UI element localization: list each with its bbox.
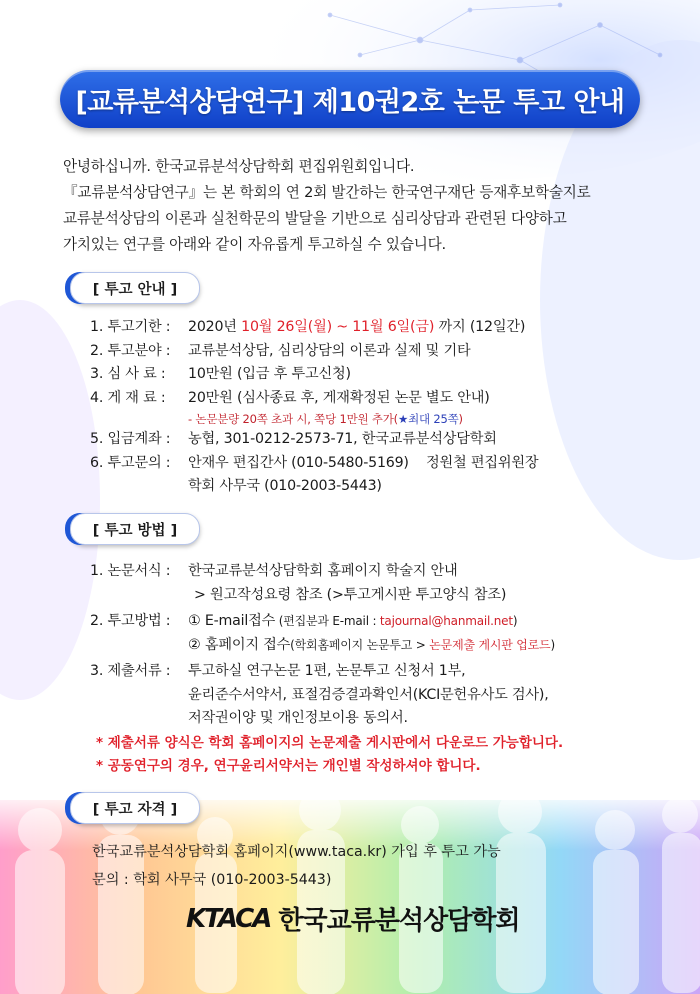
item-value: 20만원 (심사종료 후, 게재확정된 논문 별도 안내): [188, 389, 490, 406]
item-value: 안재우 편집간사 (010-5480-5169) 정원철 편집위원장: [188, 454, 539, 471]
method-list: [90, 560, 555, 731]
submit-email: ① E-mail접수: [188, 613, 276, 629]
intro-line: 『교류분석상담연구』는 본 학회의 연 2회 발간하는 한국연구재단 등재후보학술지로: [63, 184, 591, 201]
list-item: [90, 316, 538, 340]
list-item: [90, 634, 555, 658]
submit-web: ② 홈페이지 접수: [188, 636, 291, 653]
society-logo: [186, 900, 520, 937]
list-item: [90, 363, 538, 387]
deadline-duration: 까지 (12일간): [434, 319, 526, 335]
fee-note: [90, 410, 538, 428]
page-title: [교류분석상담연구] 제10권2호 논문 투고 안내: [75, 86, 625, 118]
guide-list: [90, 316, 538, 499]
intro-paragraph: [63, 154, 663, 258]
item-label: 2. 투고방법 :: [90, 613, 171, 629]
list-item: [90, 584, 555, 608]
logo-mark: KTACA: [186, 903, 271, 934]
item-label: 4. 게 재 료 :: [90, 389, 166, 406]
item-value: [188, 610, 517, 634]
list-item: [90, 560, 555, 584]
item-value: 윤리준수서약서, 표절검증결과확인서(KCI문헌유사도 검사),: [188, 686, 549, 703]
item-value: 10만원 (입금 후 투고신청): [188, 366, 351, 382]
item-label: 6. 투고문의 :: [90, 454, 171, 471]
fee-note-end: ): [458, 412, 463, 426]
section-heading-qualification: [ 투고 자격 ]: [70, 792, 200, 824]
list-item: [90, 660, 555, 684]
deadline-dates: 10월 26일(월) ~ 11월 6일(금): [241, 319, 435, 335]
submit-email-detail: (편집분과 E-mail :: [275, 614, 380, 628]
intro-line: 가치있는 연구를 아래와 같이 자유롭게 투고하실 수 있습니다.: [63, 236, 446, 253]
item-label: 1. 논문서식 :: [90, 563, 171, 579]
submit-web-end: ): [550, 637, 555, 652]
item-value: [188, 634, 555, 658]
warning-note: * 공동연구의 경우, 연구윤리서약서는 개인별 작성하셔야 합니다.: [96, 758, 481, 774]
list-item: [90, 684, 555, 708]
section-heading-method: [ 투고 방법 ]: [70, 513, 200, 545]
submit-web-detail: (학회홈페이지 논문투고 >: [290, 637, 430, 652]
intro-line: 교류분석상담의 이론과 실천학문의 발달을 기반으로 심리상담과 관련된 다양하고: [63, 210, 567, 227]
warning-note: * 제출서류 양식은 학회 홈페이지의 논문제출 게시판에서 다운로드 가능합니다.: [96, 735, 564, 751]
upload-board-link[interactable]: 논문제출 게시판 업로드: [429, 637, 551, 652]
list-item: [90, 340, 538, 364]
intro-line: 안녕하십니까. 한국교류분석상담학회 편집위원회입니다.: [63, 158, 415, 175]
item-label: 3. 제출서류 :: [90, 663, 171, 679]
list-item: [90, 387, 538, 411]
item-value: 교류분석상담, 심리상담의 이론과 실제 및 기타: [188, 342, 471, 359]
logo-name: 한국교류분석상담학회: [278, 906, 520, 936]
deadline-year: 2020년: [188, 319, 242, 335]
item-label: 2. 투고분야 :: [90, 342, 171, 359]
list-item: [90, 475, 538, 499]
item-value: 한국교류분석상담학회 홈페이지 학술지 안내: [188, 563, 458, 579]
item-value: 투고하실 연구논문 1편, 논문투고 신청서 1부,: [188, 663, 466, 679]
qualification-contact: 문의 : 학회 사무국 (010-2003-5443): [92, 872, 332, 888]
list-item: [90, 452, 538, 476]
qualification-text: [92, 838, 501, 894]
qualification-line: 한국교류분석상담학회 홈페이지(www.taca.kr) 가입 후 투고 가능: [92, 844, 501, 860]
item-value: > 원고작성요령 참조 (>투고게시판 투고양식 참조): [194, 586, 507, 603]
contact-office: 학회 사무국 (010-2003-5443): [188, 478, 382, 494]
submit-email-end: ): [512, 614, 518, 628]
item-label: 1. 투고기한 :: [90, 319, 171, 335]
item-value: [188, 316, 525, 340]
title-banner: [60, 70, 640, 128]
list-item: [90, 428, 538, 452]
section-heading-guide: [ 투고 안내 ]: [70, 272, 200, 304]
item-label: 3. 심 사 료 :: [90, 366, 166, 382]
item-value: 저작권이양 및 개인정보이용 동의서.: [188, 710, 408, 726]
list-item: [90, 610, 555, 634]
email-link[interactable]: tajournal@hanmail.net: [379, 614, 513, 628]
fee-note-text: - 논문분량 20쪽 초과 시, 쪽당 1만원 추가(: [188, 412, 398, 426]
fee-note-max: ★최대 25쪽: [397, 412, 459, 426]
item-value: 농협, 301-0212-2573-71, 한국교류분석상담학회: [188, 431, 497, 447]
item-label: 5. 입금계좌 :: [90, 431, 171, 447]
list-item: [90, 707, 555, 731]
